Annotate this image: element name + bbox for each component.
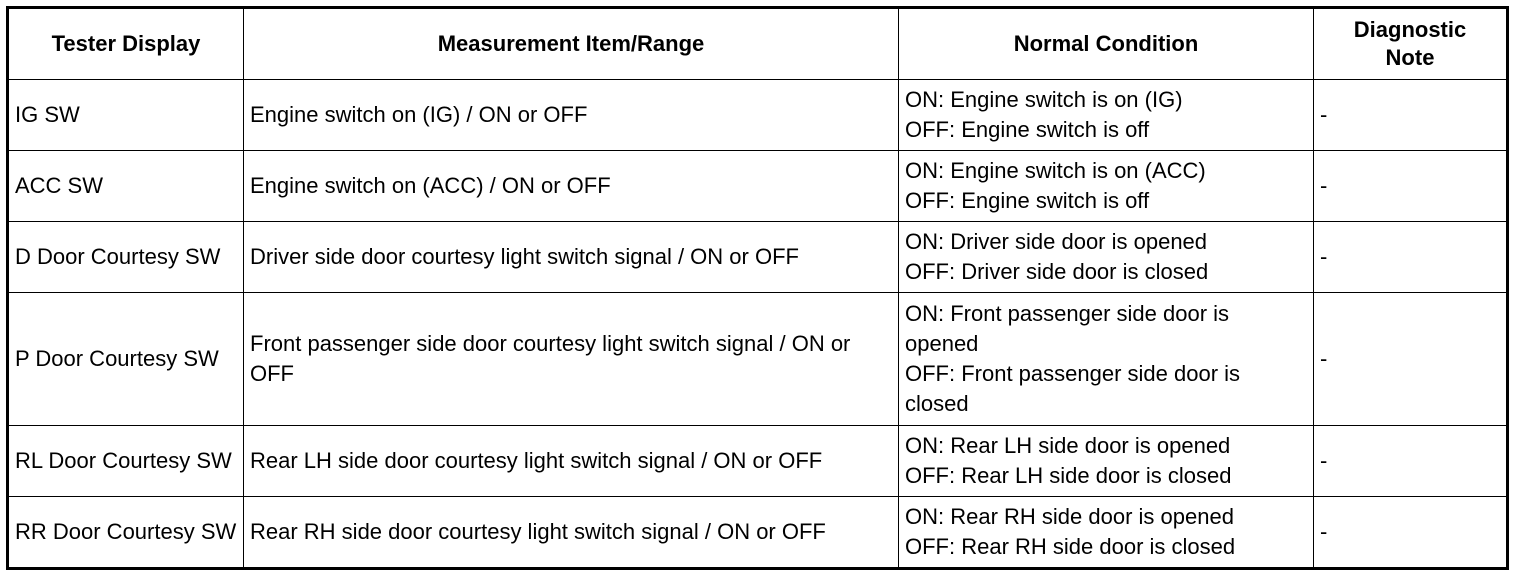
- cell-normal-condition: [899, 222, 1314, 293]
- cell-measurement-item: Rear LH side door courtesy light switch signal / ON or OFF: [244, 426, 899, 497]
- normal-condition-off: OFF: Rear LH side door is closed: [905, 463, 1232, 488]
- data-list-table: [6, 6, 1509, 570]
- cell-diagnostic-note: -: [1314, 80, 1508, 151]
- normal-condition-on: ON: Rear RH side door is opened: [905, 504, 1234, 529]
- cell-measurement-item: Driver side door courtesy light switch signal / ON or OFF: [244, 222, 899, 293]
- normal-condition-off: OFF: Rear RH side door is closed: [905, 534, 1236, 559]
- normal-condition-off: OFF: Engine switch is off: [905, 117, 1150, 142]
- header-diagnostic-note: [1314, 8, 1508, 80]
- normal-condition-off: OFF: Engine switch is off: [905, 188, 1150, 213]
- table-row: [8, 497, 1508, 569]
- cell-measurement-item: Engine switch on (IG) / ON or OFF: [244, 80, 899, 151]
- cell-measurement-item: Engine switch on (ACC) / ON or OFF: [244, 151, 899, 222]
- cell-diagnostic-note: -: [1314, 293, 1508, 426]
- normal-condition-off: OFF: Front passenger side door is closed: [905, 361, 1241, 416]
- table-row: [8, 426, 1508, 497]
- header-normal-condition: Normal Condition: [899, 8, 1314, 80]
- header-diagnostic-note-line2: Note: [1385, 45, 1435, 70]
- header-diagnostic-note-line1: Diagnostic: [1353, 17, 1467, 42]
- cell-tester-display: P Door Courtesy SW: [8, 293, 244, 426]
- cell-tester-display: D Door Courtesy SW: [8, 222, 244, 293]
- table-row: [8, 222, 1508, 293]
- cell-tester-display: RR Door Courtesy SW: [8, 497, 244, 569]
- cell-normal-condition: [899, 80, 1314, 151]
- normal-condition-on: ON: Engine switch is on (IG): [905, 87, 1183, 112]
- table-row: [8, 293, 1508, 426]
- cell-measurement-item: Rear RH side door courtesy light switch signal / ON or OFF: [244, 497, 899, 569]
- cell-diagnostic-note: -: [1314, 426, 1508, 497]
- cell-tester-display: IG SW: [8, 80, 244, 151]
- cell-diagnostic-note: -: [1314, 497, 1508, 569]
- header-tester-display: Tester Display: [8, 8, 244, 80]
- cell-diagnostic-note: -: [1314, 222, 1508, 293]
- table-row: [8, 151, 1508, 222]
- normal-condition-on: ON: Rear LH side door is opened: [905, 433, 1231, 458]
- header-row: [8, 8, 1508, 80]
- cell-normal-condition: [899, 151, 1314, 222]
- data-list-table-container: [6, 6, 1506, 570]
- normal-condition-off: OFF: Driver side door is closed: [905, 259, 1209, 284]
- cell-normal-condition: [899, 426, 1314, 497]
- normal-condition-on: ON: Engine switch is on (ACC): [905, 158, 1206, 183]
- cell-tester-display: ACC SW: [8, 151, 244, 222]
- header-measurement-item: Measurement Item/Range: [244, 8, 899, 80]
- normal-condition-on: ON: Driver side door is opened: [905, 229, 1208, 254]
- cell-normal-condition: [899, 497, 1314, 569]
- table-row: [8, 80, 1508, 151]
- cell-diagnostic-note: -: [1314, 151, 1508, 222]
- cell-normal-condition: [899, 293, 1314, 426]
- cell-measurement-item: Front passenger side door courtesy light switch signal / ON or OFF: [244, 293, 899, 426]
- cell-tester-display: RL Door Courtesy SW: [8, 426, 244, 497]
- normal-condition-on: ON: Front passenger side door is opened: [905, 301, 1230, 356]
